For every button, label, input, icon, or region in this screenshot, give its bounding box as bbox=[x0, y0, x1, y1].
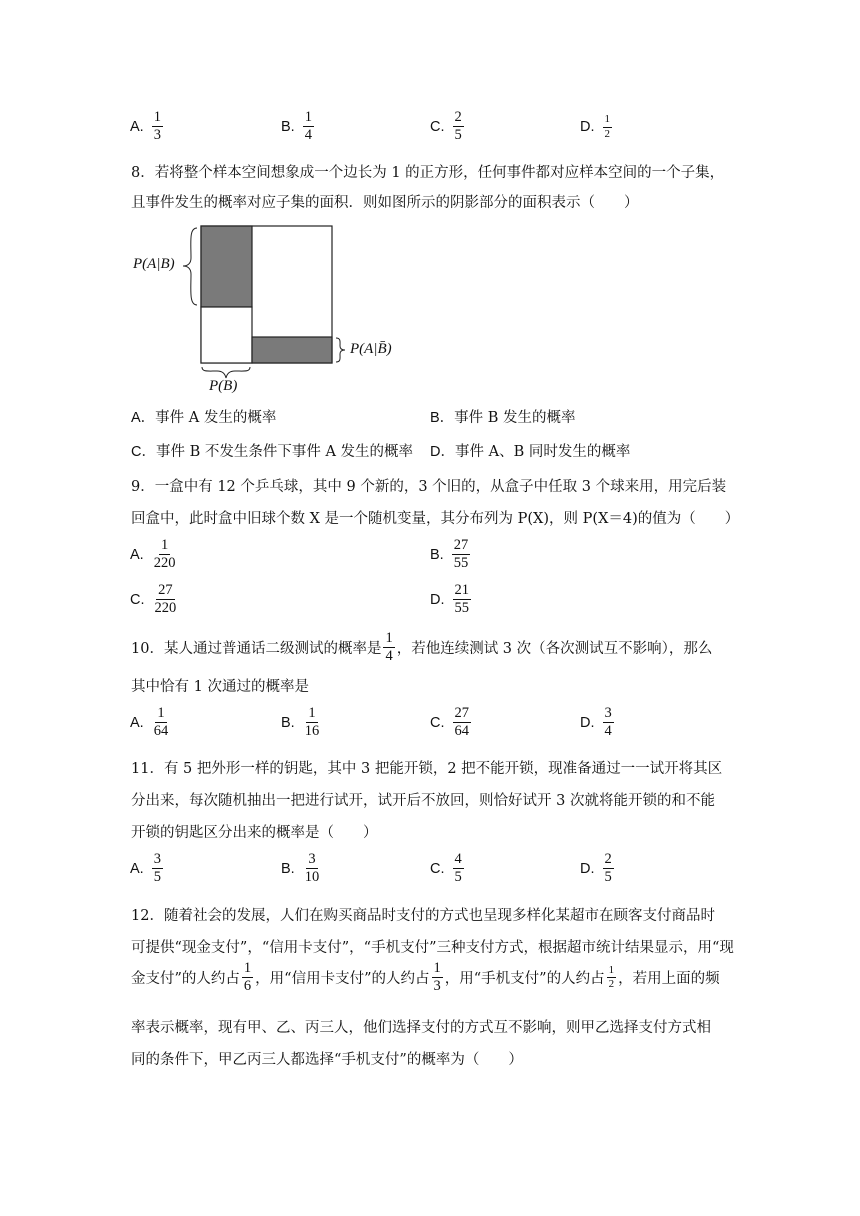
q8-stem-line1: 8．若将整个样本空间想象成一个边长为 1 的正方形，任何事件都对应样本空间的一个子集， bbox=[131, 165, 725, 181]
fraction: $\frac{1}{3}$ bbox=[433, 960, 441, 995]
fraction: $\frac{4}{5}$ bbox=[454, 851, 462, 886]
q8-stem-line2: 且事件发生的概率对应子集的面积．则如图所示的阴影部分的面积表示（ ） bbox=[131, 195, 639, 211]
fraction: $\frac{1}{6}$ bbox=[243, 960, 252, 995]
q7-option-c[interactable] bbox=[430, 110, 466, 143]
q8-option-c[interactable]: C．事件 B 不发生条件下事件 A 发生的概率 bbox=[131, 444, 414, 460]
q7-option-a[interactable] bbox=[130, 110, 165, 143]
option-label: B. bbox=[281, 118, 295, 135]
q7-option-b[interactable] bbox=[281, 110, 316, 143]
fraction: $\frac{3}{5}$ bbox=[153, 851, 161, 886]
fraction: $\frac{1}{3}$ bbox=[153, 109, 161, 144]
q12-stem-line5: 同的条件下，甲乙丙三人都选择“手机支付”的概率为（ ） bbox=[131, 1052, 523, 1068]
q9-stem-line2: 回盒中，此时盒中旧球个数 X 是一个随机变量，其分布列为 P(X)，则 P(X＝4)的值为（ ） bbox=[131, 511, 740, 527]
q12-stem-line3: 金支付”的人约占 $\frac{1}{6}$ ，用“信用卡支付”的人约占 $\frac{1}{3}$ ，用“手机支付”的人约占 $\frac{1}{2}$ ，若用上面的频 bbox=[131, 960, 720, 995]
q7-option-d[interactable] bbox=[580, 114, 614, 140]
q8-option-b[interactable]: B．事件 B 发生的概率 bbox=[430, 410, 576, 426]
option-label: C. bbox=[430, 118, 445, 135]
left-brace bbox=[183, 228, 197, 305]
shaded-region-right bbox=[252, 337, 332, 363]
q9-option-a[interactable]: A. $\frac{1}{220}$ bbox=[130, 537, 176, 572]
q9-option-d[interactable]: D. $\frac{21}{55}$ bbox=[430, 582, 469, 617]
q10-option-d[interactable]: D. $\frac{3}{4}$ bbox=[580, 705, 612, 740]
q12-stem-line4: 率表示概率，现有甲、乙、丙三人，他们选择支付的方式互不影响，则甲乙选择支付方式相 bbox=[131, 1020, 711, 1036]
fraction: $\frac{1}{4}$ bbox=[385, 630, 393, 665]
fraction: $\frac{1}{64}$ bbox=[153, 705, 169, 740]
label-p-a-given-b: P(A|B) bbox=[133, 256, 175, 272]
right-brace bbox=[336, 338, 345, 362]
q11-option-b[interactable]: B. $\frac{3}{10}$ bbox=[281, 851, 320, 886]
fraction: $\frac{1}{2}$ bbox=[604, 113, 610, 140]
bottom-brace bbox=[202, 367, 250, 378]
q10-stem-line1: 10．某人通过普通话二级测试的概率是 $\frac{1}{4}$ ，若他连续测试 3 次（各次测试互不影响），那么 bbox=[131, 630, 713, 665]
q9-stem-line1: 9．一盒中有 12 个乒乓球，其中 9 个新的，3 个旧的，从盒子中任取 3 个球来用，用完后装 bbox=[131, 479, 727, 495]
fraction: $\frac{1}{16}$ bbox=[304, 705, 320, 740]
fraction: $\frac{1}{4}$ bbox=[304, 109, 312, 144]
area-diagram bbox=[125, 218, 425, 398]
fraction: $\frac{27}{55}$ bbox=[453, 537, 469, 572]
option-label: D. bbox=[580, 119, 595, 136]
q11-option-d[interactable]: D. $\frac{2}{5}$ bbox=[580, 851, 612, 886]
q11-option-c[interactable]: C. $\frac{4}{5}$ bbox=[430, 851, 462, 886]
q10-option-a[interactable]: A. $\frac{1}{64}$ bbox=[130, 705, 169, 740]
q8-option-a[interactable]: A．事件 A 发生的概率 bbox=[131, 410, 277, 426]
q10-option-b[interactable]: B. $\frac{1}{16}$ bbox=[281, 705, 320, 740]
fraction: $\frac{3}{4}$ bbox=[604, 705, 612, 740]
q12-stem-line2: 可提供“现金支付”，“信用卡支付”，“手机支付”三种支付方式，根据超市统计结果显示，用“现 bbox=[131, 940, 734, 956]
label-p-a-given-not-b: P(A|B̄) bbox=[350, 341, 392, 357]
fraction: $\frac{2}{5}$ bbox=[454, 109, 462, 144]
q11-stem-line1: 11．有 5 把外形一样的钥匙，其中 3 把能开锁，2 把不能开锁，现准备通过一一试开将其区 bbox=[131, 761, 723, 777]
label-p-b: P(B) bbox=[209, 378, 238, 394]
q10-option-c[interactable]: C. $\frac{27}{64}$ bbox=[430, 705, 469, 740]
fraction: $\frac{3}{10}$ bbox=[304, 851, 320, 886]
q12-stem-line1: 12．随着社会的发展，人们在购买商品时支付的方式也呈现多样化某超市在顾客支付商品时 bbox=[131, 908, 715, 924]
fraction: $\frac{1}{2}$ bbox=[608, 963, 615, 991]
fraction: $\frac{21}{55}$ bbox=[454, 582, 469, 617]
q11-stem-line3: 开锁的钥匙区分出来的概率是（ ） bbox=[131, 825, 378, 841]
q11-stem-line2: 分出来，每次随机抽出一把进行试开，试开后不放回，则恰好试开 3 次就将能开锁的和不能 bbox=[131, 793, 715, 809]
q8-option-d[interactable]: D．事件 A、B 同时发生的概率 bbox=[430, 444, 631, 460]
q9-option-b[interactable]: B. $\frac{27}{55}$ bbox=[430, 537, 469, 572]
q11-option-a[interactable]: A. $\frac{3}{5}$ bbox=[130, 851, 161, 886]
option-label: A. bbox=[130, 118, 144, 135]
fraction: $\frac{2}{5}$ bbox=[604, 851, 612, 886]
white-region-left bbox=[201, 307, 252, 363]
fraction: $\frac{27}{64}$ bbox=[454, 705, 469, 740]
q10-stem-line2: 其中恰有 1 次通过的概率是 bbox=[131, 679, 309, 695]
shaded-region-left bbox=[201, 226, 252, 307]
fraction: $\frac{1}{220}$ bbox=[153, 537, 176, 572]
fraction: $\frac{27}{220}$ bbox=[154, 582, 177, 617]
q9-option-c[interactable]: C. $\frac{27}{220}$ bbox=[130, 582, 177, 617]
